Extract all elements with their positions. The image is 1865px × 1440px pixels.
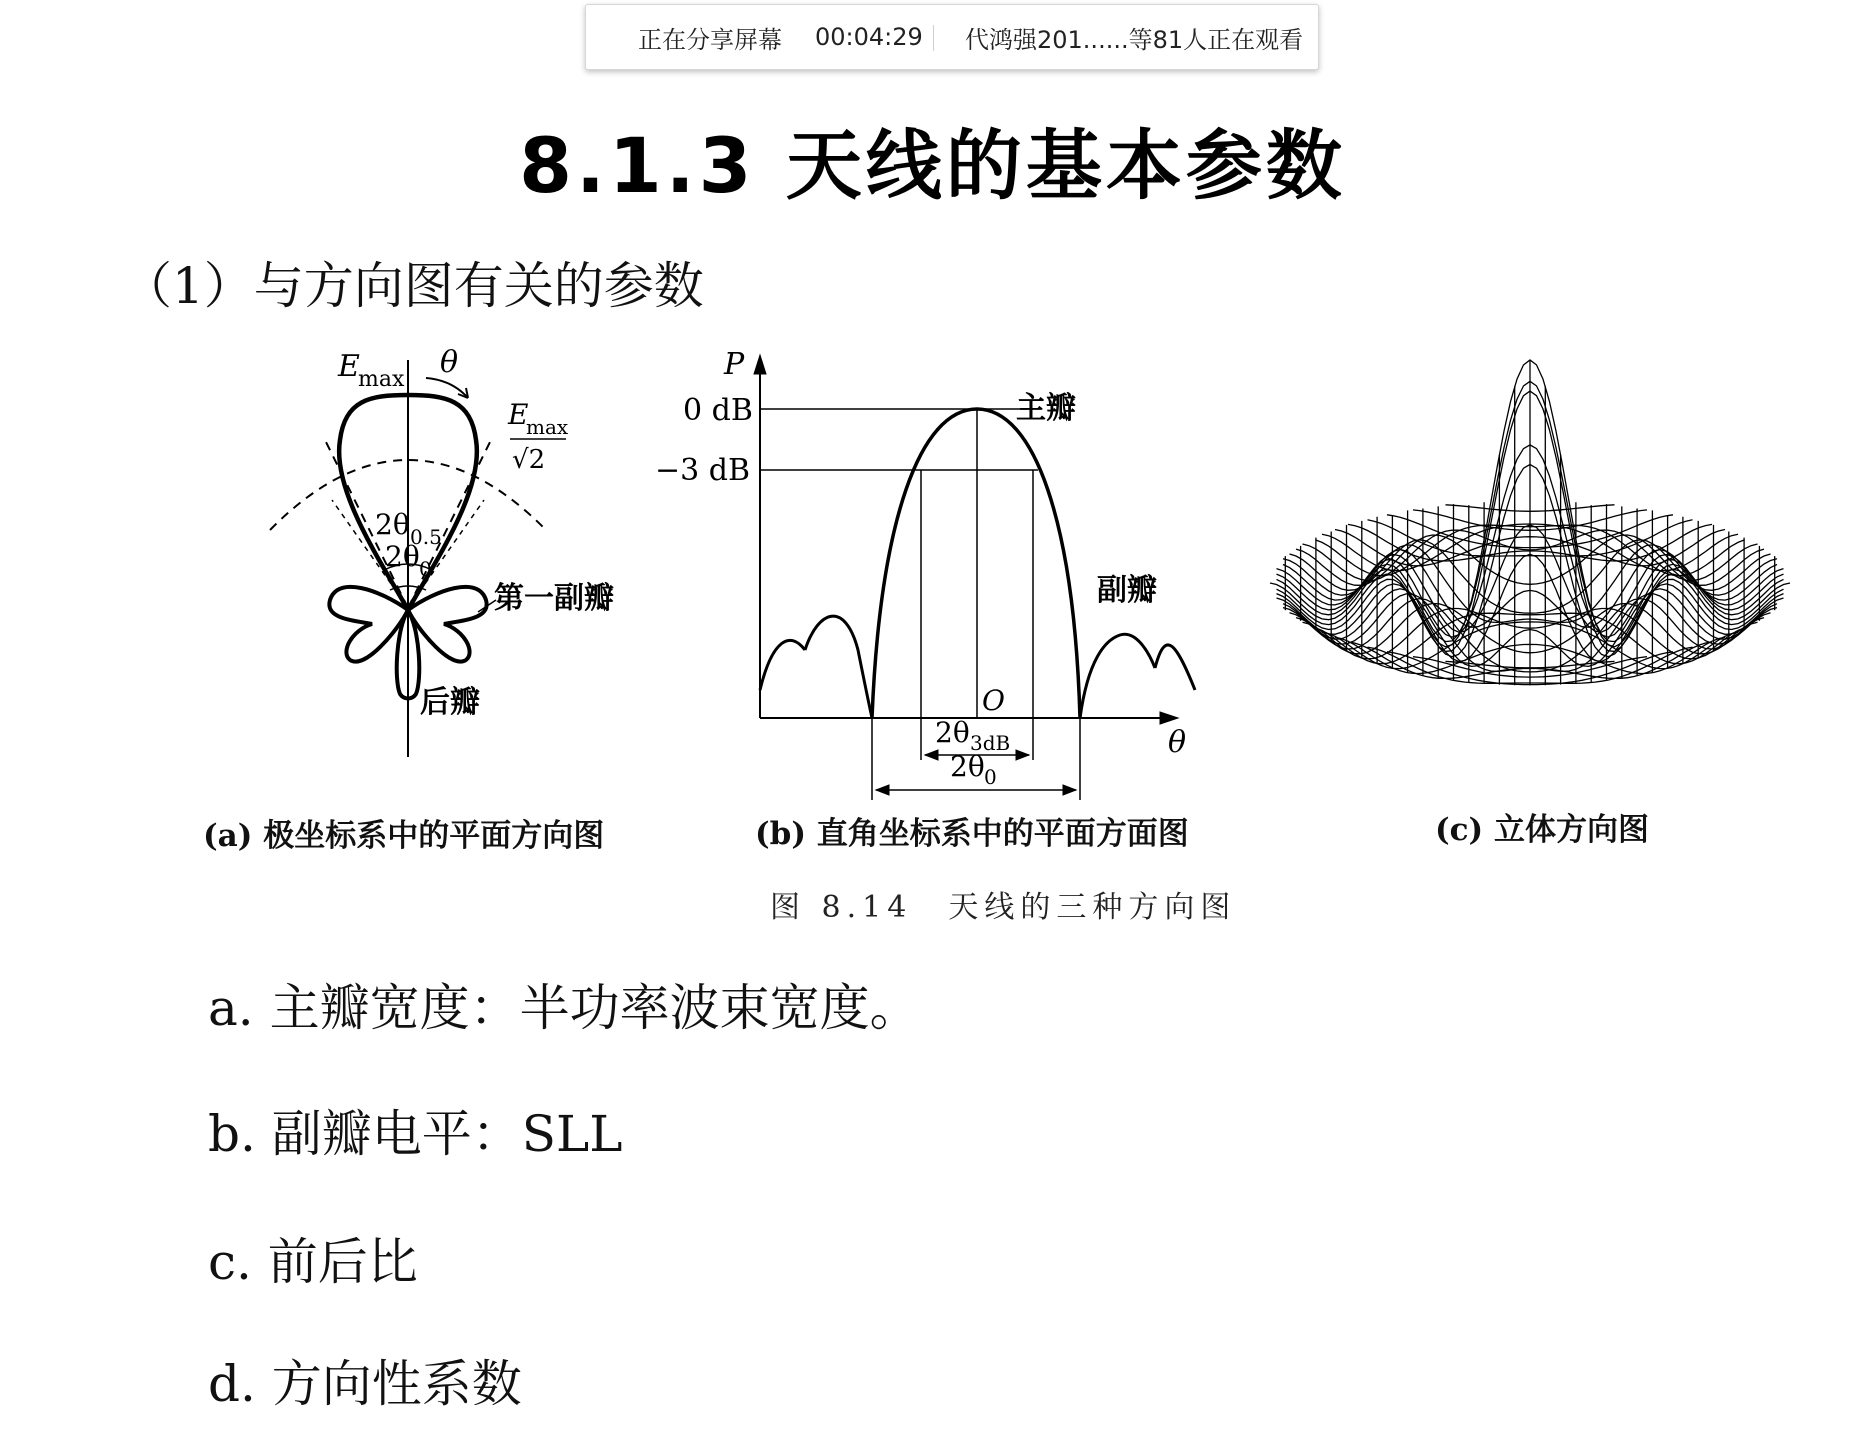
half-power-width: 2θ [375,508,410,541]
bullet-directivity: d. 方向性系数 [208,1355,522,1413]
bullet-sidelobe-level: b. 副瓣电平：SLL [208,1105,623,1163]
emax-label: E [338,349,360,384]
half-power-width-sub: 0.5 [410,525,442,549]
panel-a-caption: (a) 极坐标系中的平面方向图 [203,818,605,854]
width-3db-sub: 3dB [970,731,1011,755]
null-width: 2θ [385,540,420,573]
emax-ratio-num-sub: max [526,415,569,439]
theta-label: θ [440,345,459,380]
tick-minus-3db: −3 dB [655,453,751,488]
side-lobe-right-2 [1155,645,1195,690]
null-width-sub: 0 [419,557,432,581]
section-heading: （1）与方向图有关的参数 [122,257,704,315]
width-null-label: 2θ [950,750,985,783]
slide-title: 8.1.3 天线的基本参数 [519,121,1346,210]
side-lobe-left-2 [805,616,872,718]
figure-caption: 图 8.14 天线的三种方向图 [770,890,1237,925]
side-lobe-left-1 [760,640,805,690]
panel-b-caption: (b) 直角坐标系中的平面方面图 [755,816,1189,852]
bullet-main-lobe-width: a. 主瓣宽度：半功率波束宽度。 [208,979,920,1037]
first-sidelobe-label: 第一副瓣 [494,581,614,616]
half-power-line-right [408,440,491,608]
tick-0db: 0 dB [683,393,753,428]
side-lobe-label: 副瓣 [1097,573,1157,608]
emax-ratio-den: √2 [512,445,546,475]
panel-c-caption: (c) 立体方向图 [1435,812,1650,848]
width-null-sub: 0 [984,765,997,789]
emax-sub: max [358,367,405,392]
y-axis-label: P [724,347,745,382]
main-lobe-label: 主瓣 [1016,391,1076,426]
viewer-count[interactable]: 代鸿强201......等81人正在观看 [965,25,1304,54]
x-axis-label: θ [1168,725,1187,760]
width-3db-label: 2θ [935,716,970,749]
3d-pattern-diagram [1270,360,1790,685]
bullet-front-back-ratio: c. 前后比 [208,1233,418,1291]
share-timer: 00:04:29 [815,23,923,51]
side-lobe-right-1 [1080,634,1155,718]
share-status: 正在分享屏幕 [638,25,782,54]
main-lobe-curve [872,409,1080,718]
emax-ratio-num: E [508,398,529,431]
origin-label: O [982,684,1005,717]
back-lobe-label: 后瓣 [420,685,480,720]
